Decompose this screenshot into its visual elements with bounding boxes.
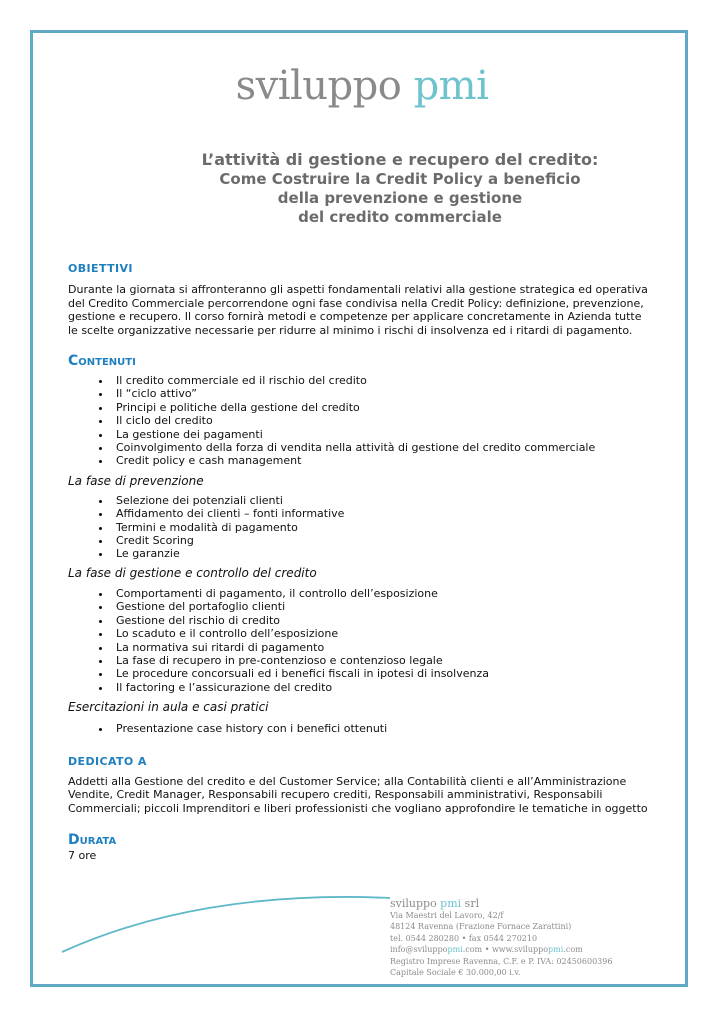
footer-brand-1: sviluppo bbox=[390, 897, 437, 910]
list-item: • Termini e modalità di pagamento bbox=[112, 521, 658, 534]
footer-brand-2: pmi bbox=[436, 897, 462, 910]
prevenzione-heading: La fase di prevenzione bbox=[68, 473, 204, 488]
list-item: • Selezione dei potenziali clienti bbox=[112, 494, 658, 507]
logo-part-1: svi bbox=[235, 63, 290, 109]
footer-address-2: 48124 Ravenna (Frazione Fornace Zarattini) bbox=[390, 922, 572, 931]
gestione-heading: La fase di gestione e controllo del credito bbox=[68, 565, 317, 580]
esercitazioni-heading: Esercitazioni in aula e casi pratici bbox=[68, 700, 269, 715]
list-item: • Le procedure concorsuali ed i benefici fiscali in ipotesi di insolvenza bbox=[112, 667, 658, 680]
list-item: • Presentazione case history con i benefici ottenuti bbox=[112, 722, 658, 735]
page-title: L’attività di gestione e recupero del credito: bbox=[201, 150, 599, 169]
list-item: • Credit Scoring bbox=[112, 534, 658, 547]
contenuti-list bbox=[68, 374, 658, 468]
dedicato-line: Commerciali; piccoli Imprenditori e liberi professionisti che vogliano approfondire le tematiche in oggetto bbox=[68, 801, 648, 815]
dedicato-heading: DEDICATO A bbox=[68, 754, 147, 768]
obiettivi-line: gestione e recupero. Il corso fornirà metodi e competenze per applicare concretamente in Azienda tutte bbox=[68, 310, 642, 323]
footer-web-acc: pmi bbox=[548, 945, 564, 954]
list-item: • Affidamento dei clienti – fonti informative bbox=[112, 507, 658, 520]
footer-address-1: Via Maestri del Lavoro, 42/f bbox=[390, 910, 504, 920]
list-item: • Il “ciclo attivo” bbox=[112, 387, 658, 400]
durata-heading: Durata bbox=[68, 832, 117, 849]
logo-part-2: luppo bbox=[290, 63, 402, 109]
footer-email-acc: pmi bbox=[447, 945, 463, 954]
footer-phone: tel. 0544 280280 • fax 0544 270210 bbox=[390, 933, 538, 943]
title-block bbox=[150, 150, 650, 227]
list-item: • Credit policy e cash management bbox=[112, 454, 658, 467]
list-item: • Lo scaduto e il controllo dell’esposizione bbox=[112, 627, 658, 640]
sviluppo-pmi-logo bbox=[0, 63, 724, 109]
list-item: • La fase di recupero in pre-contenzioso e contenzioso legale bbox=[112, 654, 658, 667]
footer-registro: Registro Imprese Ravenna, C.F. e P. IVA: 02450600396 bbox=[390, 956, 613, 966]
list-item: • Il factoring e l’assicurazione del credito bbox=[112, 681, 658, 694]
list-item: • Principi e politiche della gestione del credito bbox=[112, 401, 658, 414]
obiettivi-line: del Credito Commerciale percorrendone ogni fase condivisa nella Credit Policy: definizione, prevenzione, bbox=[68, 296, 644, 310]
obiettivi-line: le scelte organizzative necessarie per ridurre al minimo i rischi di insolvenza ed i ritardi di pagamento. bbox=[68, 323, 633, 337]
footer-contacts bbox=[390, 944, 612, 956]
list-item: • Il credito commerciale ed il rischio del credito bbox=[112, 374, 658, 387]
dedicato-line: Addetti alla Gestione del credito e del Customer Service; alla Contabilità clienti e all’Amministrazione bbox=[68, 774, 627, 788]
obiettivi-line: Durante la giornata si affronteranno gli aspetti fondamentali relativi alla gestione strategica ed operativa bbox=[68, 283, 648, 296]
list-item: • La normativa sui ritardi di pagamento bbox=[112, 641, 658, 654]
course-content bbox=[68, 262, 658, 863]
subtitle-line-3: del credito commerciale bbox=[298, 208, 502, 226]
prevenzione-list bbox=[68, 494, 658, 561]
dedicato-line: Vendite, Credit Manager, Responsabili recupero crediti, Responsabili amministrativi, Responsabili bbox=[68, 788, 603, 802]
footer-brand-3: srl bbox=[461, 897, 480, 910]
footer-email-post: .com • www.sviluppo bbox=[462, 945, 549, 954]
footer-web-post: .com bbox=[563, 945, 583, 954]
list-item: • La gestione dei pagamenti bbox=[112, 428, 658, 441]
esercitazioni-list bbox=[68, 722, 658, 735]
list-item: • Le garanzie bbox=[112, 547, 658, 560]
list-item: • Il ciclo del credito bbox=[112, 414, 658, 427]
list-item: • Coinvolgimento della forza di vendita nella attività di gestione del credito commerciale bbox=[112, 441, 658, 454]
list-item: • Comportamenti di pagamento, il controllo dell’esposizione bbox=[112, 587, 658, 600]
footer-email-pre: info@sviluppo bbox=[390, 945, 448, 954]
subtitle-line-2: della prevenzione e gestione bbox=[277, 189, 523, 207]
logo-part-3: pmi bbox=[401, 63, 489, 109]
list-item: • Gestione del rischio di credito bbox=[112, 614, 658, 627]
swoosh-decoration bbox=[60, 880, 400, 960]
gestione-list bbox=[68, 587, 658, 694]
footer-brand bbox=[390, 898, 612, 910]
durata-value: 7 ore bbox=[68, 849, 97, 863]
company-footer bbox=[390, 898, 612, 979]
obiettivi-heading: OBIETTIVI bbox=[68, 262, 133, 275]
contenuti-heading: Contenuti bbox=[68, 353, 136, 369]
footer-capitale: Capitale Sociale € 30.000,00 i.v. bbox=[390, 968, 521, 977]
list-item: • Gestione del portafoglio clienti bbox=[112, 600, 658, 613]
subtitle-line-1: Come Costruire la Credit Policy a beneficio bbox=[219, 170, 581, 188]
